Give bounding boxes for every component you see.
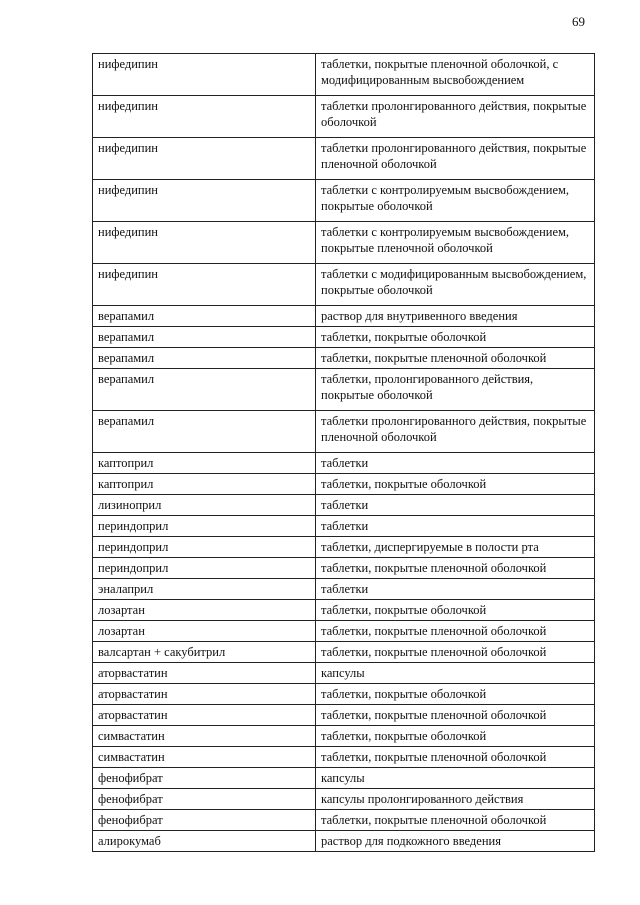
table-row [93,537,595,558]
drug-name-cell: верапамил [93,306,316,327]
dosage-form-cell: таблетки пролонгированного действия, покрытые пленочной оболочкой [316,138,595,180]
table-row [93,369,595,411]
dosage-form-cell: таблетки, покрытые пленочной оболочкой [316,705,595,726]
medication-table [92,53,595,852]
table-row [93,474,595,495]
drug-name-cell: верапамил [93,369,316,411]
drug-name-cell: лизиноприл [93,495,316,516]
dosage-form-cell: таблетки, покрытые пленочной оболочкой [316,558,595,579]
drug-name-cell: алирокумаб [93,831,316,852]
table-row [93,621,595,642]
dosage-form-cell: таблетки, покрытые оболочкой [316,474,595,495]
dosage-form-cell: капсулы пролонгированного действия [316,789,595,810]
drug-name-cell: аторвастатин [93,663,316,684]
dosage-form-cell: таблетки, диспергируемые в полости рта [316,537,595,558]
table-row [93,453,595,474]
drug-name-cell: фенофибрат [93,789,316,810]
drug-name-cell: фенофибрат [93,768,316,789]
table-row [93,642,595,663]
dosage-form-cell: таблетки, покрытые оболочкой [316,726,595,747]
drug-name-cell: периндоприл [93,516,316,537]
dosage-form-cell: таблетки, покрытые оболочкой [316,684,595,705]
table-row [93,747,595,768]
table-row [93,264,595,306]
dosage-form-cell: таблетки, покрытые пленочной оболочкой [316,747,595,768]
dosage-form-cell: таблетки, покрытые пленочной оболочкой, с модифицированным высвобождением [316,54,595,96]
dosage-form-cell: таблетки, покрытые оболочкой [316,327,595,348]
table-row [93,495,595,516]
dosage-form-cell: таблетки с модифицированным высвобождением, покрытые оболочкой [316,264,595,306]
table-row [93,348,595,369]
drug-name-cell: лозартан [93,621,316,642]
drug-name-cell: аторвастатин [93,705,316,726]
drug-name-cell: валсартан + сакубитрил [93,642,316,663]
dosage-form-cell: таблетки пролонгированного действия, покрытые пленочной оболочкой [316,411,595,453]
drug-name-cell: каптоприл [93,453,316,474]
drug-name-cell: нифедипин [93,264,316,306]
drug-name-cell: симвастатин [93,747,316,768]
drug-name-cell: нифедипин [93,222,316,264]
table-row [93,54,595,96]
table-row [93,663,595,684]
drug-name-cell: фенофибрат [93,810,316,831]
dosage-form-cell: таблетки [316,453,595,474]
drug-name-cell: аторвастатин [93,684,316,705]
table-row [93,684,595,705]
drug-name-cell: периндоприл [93,558,316,579]
table-row [93,789,595,810]
dosage-form-cell: таблетки, покрытые пленочной оболочкой [316,621,595,642]
table-row [93,558,595,579]
dosage-form-cell: таблетки, покрытые пленочной оболочкой [316,642,595,663]
dosage-form-cell: таблетки, покрытые пленочной оболочкой [316,348,595,369]
table-row [93,222,595,264]
dosage-form-cell: таблетки, покрытые пленочной оболочкой [316,810,595,831]
table-row [93,306,595,327]
dosage-form-cell: таблетки с контролируемым высвобождением, покрытые пленочной оболочкой [316,222,595,264]
drug-name-cell: симвастатин [93,726,316,747]
dosage-form-cell: таблетки [316,495,595,516]
drug-name-cell: периндоприл [93,537,316,558]
drug-name-cell: нифедипин [93,180,316,222]
dosage-form-cell: таблетки, пролонгированного действия, покрытые оболочкой [316,369,595,411]
table-row [93,810,595,831]
table-row [93,831,595,852]
drug-name-cell: нифедипин [93,96,316,138]
drug-name-cell: нифедипин [93,138,316,180]
table-row [93,180,595,222]
dosage-form-cell: таблетки, покрытые оболочкой [316,600,595,621]
table-row [93,600,595,621]
table-row [93,411,595,453]
table-row [93,138,595,180]
table-row [93,96,595,138]
drug-name-cell: эналаприл [93,579,316,600]
medication-table-body [93,54,595,852]
dosage-form-cell: раствор для подкожного введения [316,831,595,852]
table-row [93,768,595,789]
dosage-form-cell: капсулы [316,768,595,789]
drug-name-cell: лозартан [93,600,316,621]
dosage-form-cell: раствор для внутривенного введения [316,306,595,327]
dosage-form-cell: таблетки с контролируемым высвобождением, покрытые оболочкой [316,180,595,222]
drug-name-cell: верапамил [93,348,316,369]
dosage-form-cell: капсулы [316,663,595,684]
dosage-form-cell: таблетки [316,579,595,600]
drug-name-cell: верапамил [93,411,316,453]
dosage-form-cell: таблетки [316,516,595,537]
table-row [93,579,595,600]
table-row [93,726,595,747]
drug-name-cell: верапамил [93,327,316,348]
drug-name-cell: нифедипин [93,54,316,96]
table-row [93,516,595,537]
table-row [93,705,595,726]
page-number: 69 [572,14,585,29]
dosage-form-cell: таблетки пролонгированного действия, покрытые оболочкой [316,96,595,138]
table-row [93,327,595,348]
drug-name-cell: каптоприл [93,474,316,495]
